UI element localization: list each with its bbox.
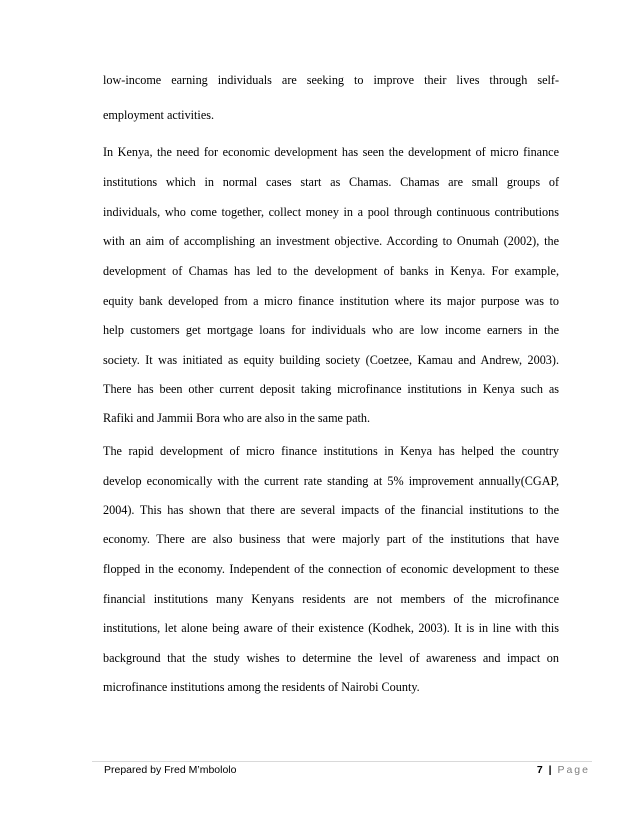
text-line: individuals, who come together, collect money in a pool through continuous contributions xyxy=(103,205,559,219)
text-line: In Kenya, the need for economic development has seen the development of micro finance xyxy=(103,145,559,159)
text-line: equity bank developed from a micro finance institution where its major purpose was to xyxy=(103,294,559,308)
footer-page-info xyxy=(537,763,590,777)
page-label: Page xyxy=(557,764,590,776)
text-line: flopped in the economy. Independent of the connection of economic development to these xyxy=(103,562,559,576)
text-line: develop economically with the current rate standing at 5% improvement annually(CGAP, xyxy=(103,474,559,488)
text-line: institutions which in normal cases start as Chamas. Chamas are small groups of xyxy=(103,175,559,189)
text-line: society. It was initiated as equity building society (Coetzee, Kamau and Andrew, 2003). xyxy=(103,353,559,367)
page-number: 7 xyxy=(536,764,543,776)
text-line: 2004). This has shown that there are several impacts of the financial institutions to the xyxy=(103,503,559,517)
text-line: Rafiki and Jammii Bora who are also in the same path. xyxy=(103,411,371,425)
text-line: economy. There are also business that were majorly part of the institutions that have xyxy=(103,532,559,546)
text-line: development of Chamas has led to the development of banks in Kenya. For example, xyxy=(103,264,559,278)
text-line: help customers get mortgage loans for individuals who are low income earners in the xyxy=(103,323,559,337)
footer-author: Prepared by Fred M’mbololo xyxy=(104,764,237,776)
text-line: financial institutions many Kenyans residents are not members of the microfinance xyxy=(103,592,559,606)
text-line: low-income earning individuals are seeking to improve their lives through self- xyxy=(103,73,559,87)
text-line: employment activities. xyxy=(103,108,215,122)
text-line: with an aim of accomplishing an investment objective. According to Onumah (2002), the xyxy=(103,234,559,248)
text-line: institutions, let alone being aware of their existence (Kodhek, 2003). It is in line with this xyxy=(103,621,559,635)
text-line: microfinance institutions among the residents of Nairobi County. xyxy=(103,680,420,694)
text-line: There has been other current deposit taking microfinance institutions in Kenya such as xyxy=(103,382,559,396)
footer-divider xyxy=(92,761,592,762)
footer-separator: | xyxy=(548,764,552,776)
text-line: The rapid development of micro finance institutions in Kenya has helped the country xyxy=(103,444,559,458)
text-line: background that the study wishes to determine the level of awareness and impact on xyxy=(103,651,559,665)
